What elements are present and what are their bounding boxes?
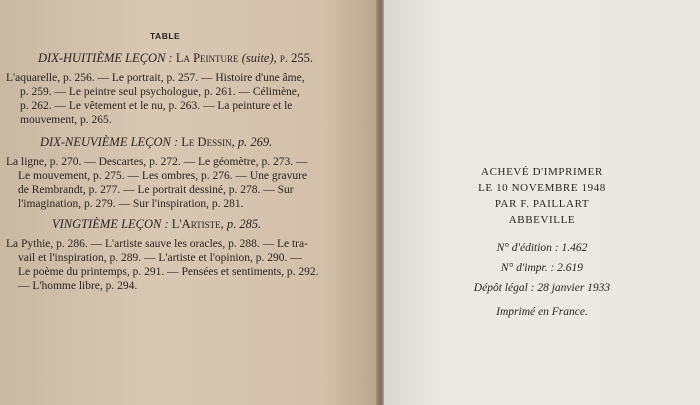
edition-number: N° d'édition : 1.462	[496, 242, 588, 254]
toc-line: de Rembrandt, p. 277. — Le portrait dessiné, p. 278. — Sur	[18, 184, 294, 196]
colophon-line: ACHEVÉ D'IMPRIMER	[481, 166, 603, 178]
colophon-line: PAR F. PAILLART	[494, 198, 590, 210]
right-page	[384, 0, 700, 405]
printed-in-france: Imprimé en France.	[496, 306, 588, 318]
legal-deposit: Dépôt légal : 28 janvier 1933	[473, 282, 611, 294]
toc-line: L'aquarelle, p. 256. — Le portrait, p. 257. — Histoire d'une âme,	[6, 72, 305, 84]
section-heading-18: DIX-HUITIÈME LEÇON : La Peinture (suite), p. 255.	[38, 51, 314, 65]
impression-number: N° d'impr. : 2.619	[500, 262, 584, 274]
toc-line: p. 259. — Le peintre seul psychologue, p. 261. — Célimène,	[20, 86, 300, 98]
section-heading-20: VINGTIÈME LEÇON : L'Artiste, p. 285.	[52, 217, 262, 231]
toc-line: La Pythie, p. 286. — L'artiste sauve les oracles, p. 288. — Le tra-	[6, 238, 308, 250]
toc-line: mouvement, p. 265.	[20, 114, 112, 126]
table-heading: TABLE	[150, 31, 181, 41]
toc-line: l'imagination, p. 279. — Sur l'inspiration, p. 281.	[18, 198, 244, 210]
toc-line: Le mouvement, p. 275. — Les ombres, p. 276. — Une gravure	[18, 170, 308, 182]
toc-line: p. 262. — Le vêtement et le nu, p. 263. — La peinture et le	[20, 100, 293, 112]
section-heading-19: DIX-NEUVIÈME LEÇON : Le Dessin, p. 269.	[40, 135, 273, 149]
toc-line: vail et l'inspiration, p. 289. — L'artiste et l'opinion, p. 290. —	[18, 252, 302, 264]
toc-line: Le poème du printemps, p. 291. — Pensées et sentiments, p. 292.	[18, 266, 319, 278]
colophon-line: ABBEVILLE	[508, 214, 576, 226]
colophon-line: LE 10 NOVEMBRE 1948	[478, 182, 606, 194]
toc-line: — L'homme libre, p. 294.	[18, 280, 138, 292]
toc-line: La ligne, p. 270. — Descartes, p. 272. — Le géomètre, p. 273. —	[6, 156, 308, 168]
